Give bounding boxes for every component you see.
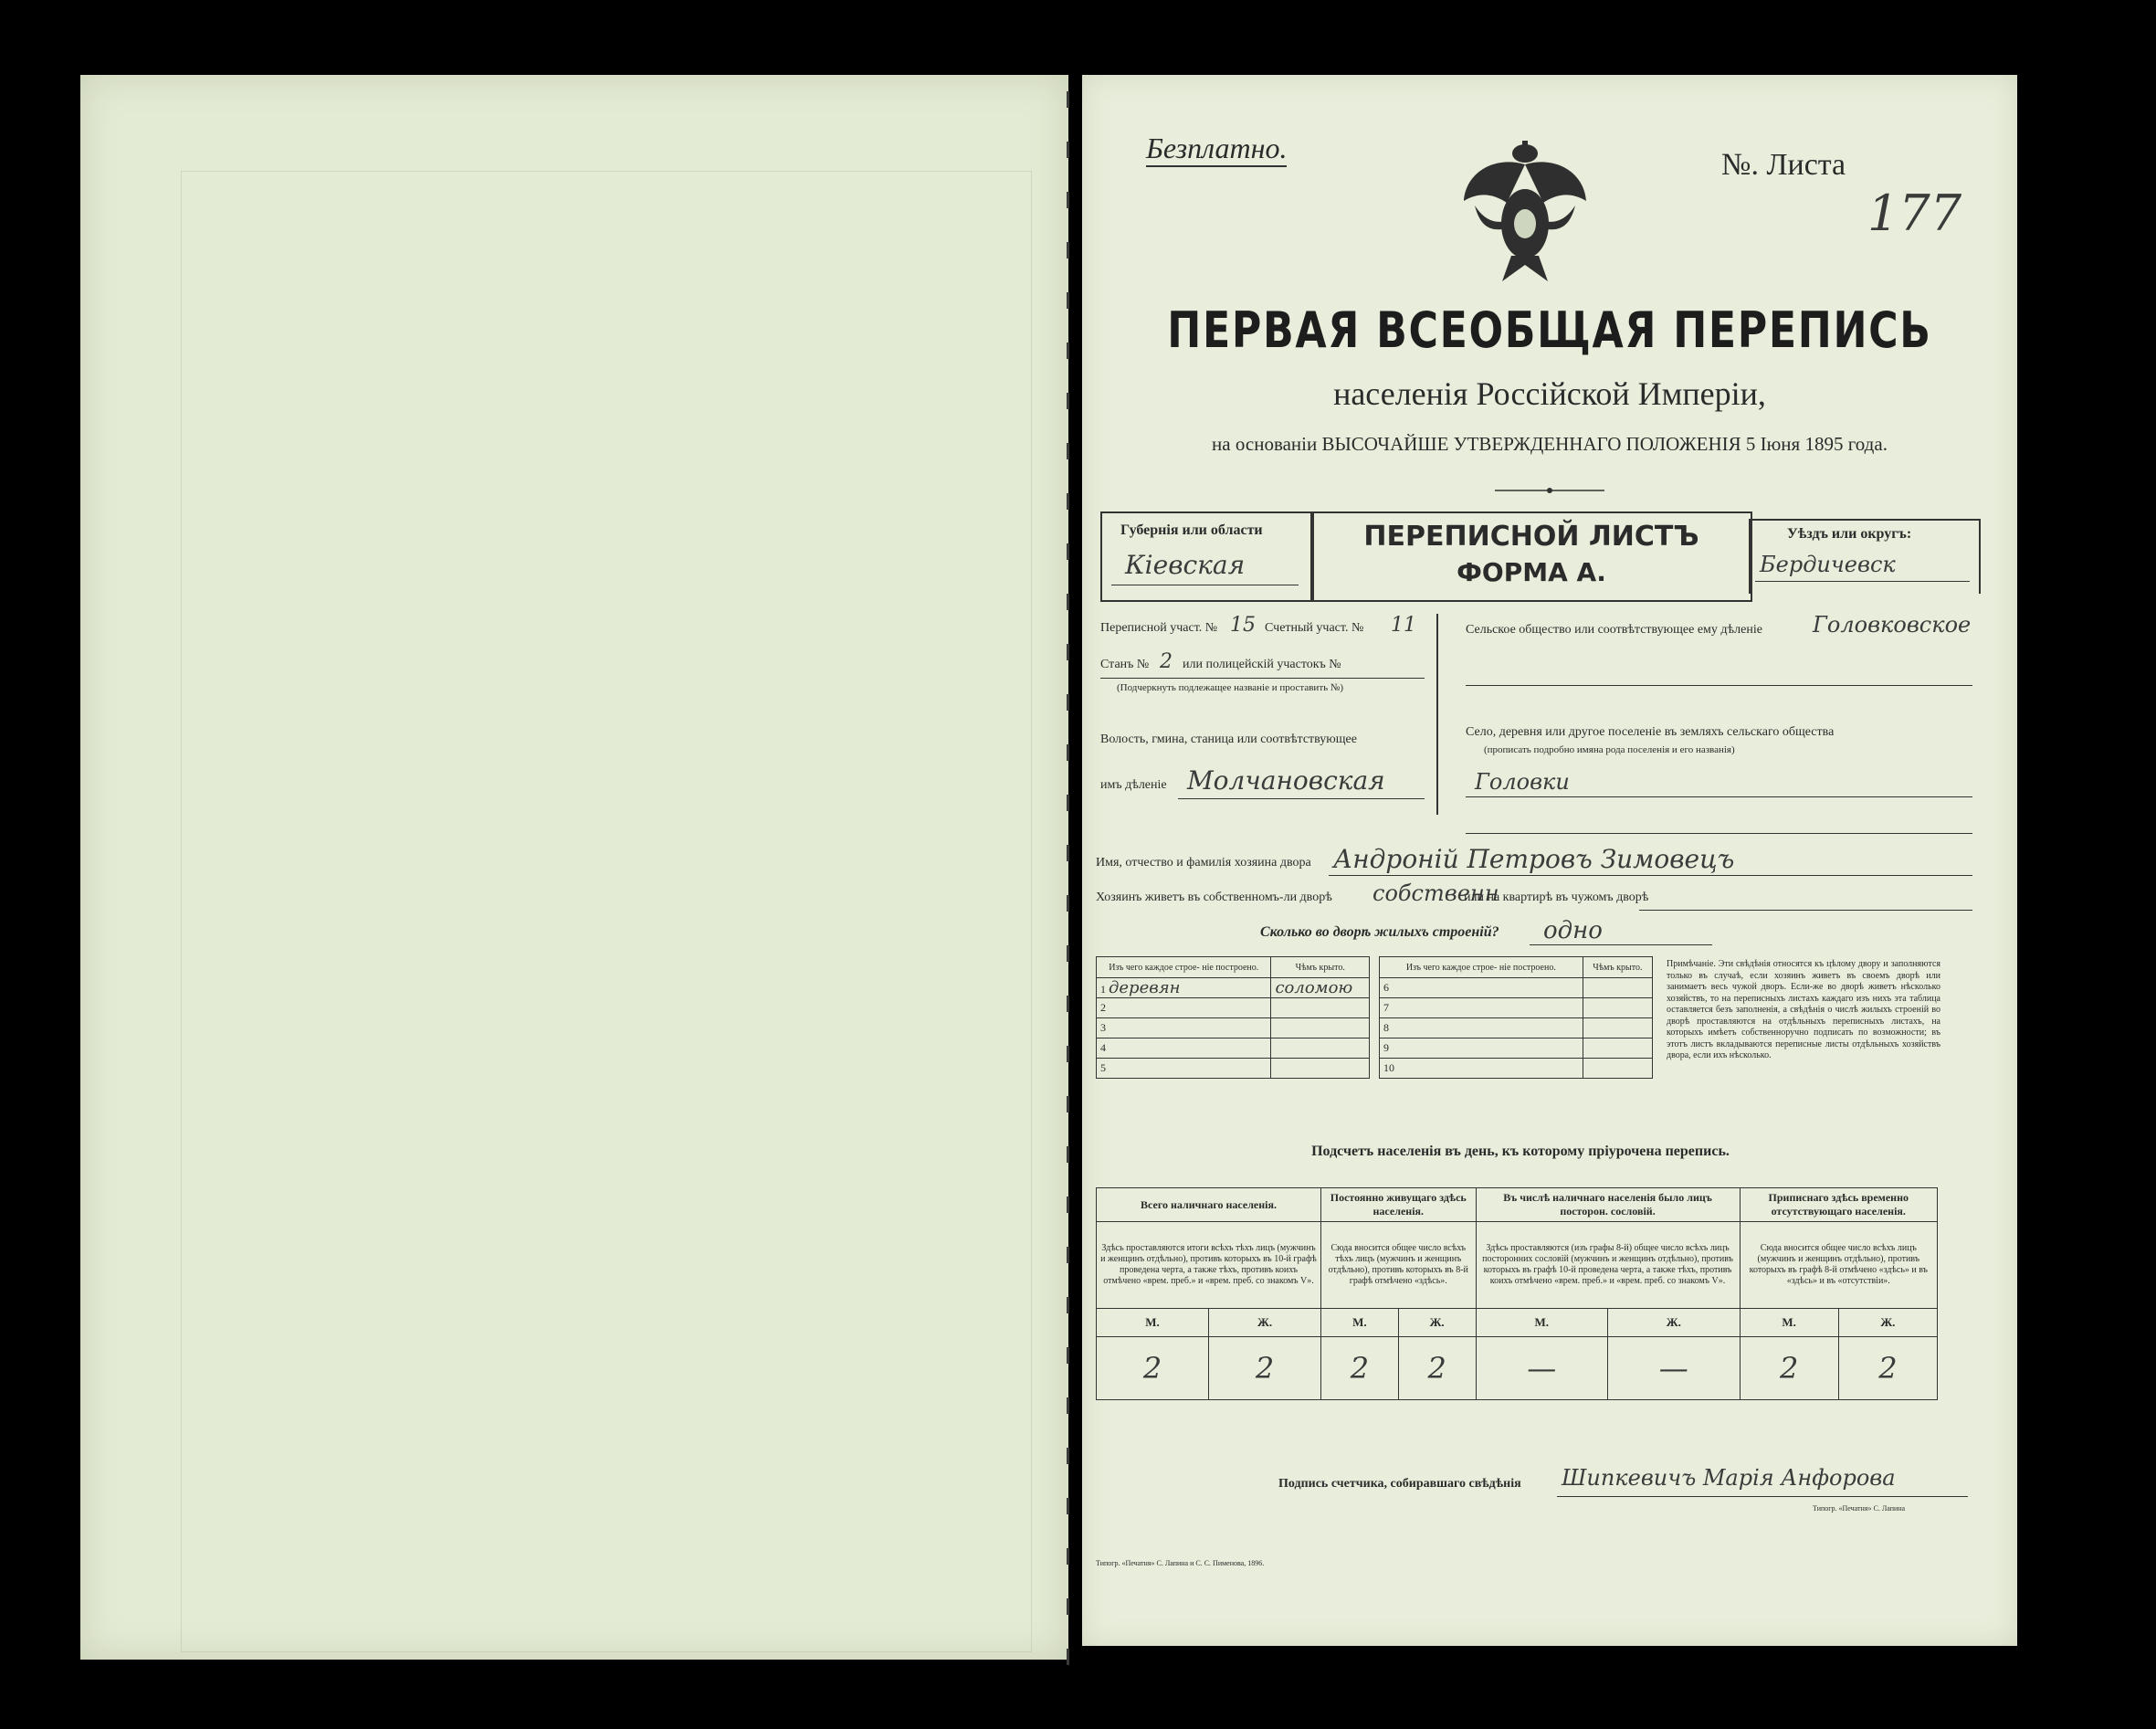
- society-value: Головковское: [1813, 612, 1972, 638]
- pop-value: 2: [1097, 1337, 1209, 1400]
- table-row: 9: [1380, 1038, 1653, 1059]
- camp-value: 2: [1160, 650, 1173, 673]
- printer-stamp: Типогр. «Печатня» С. Лапина: [1813, 1504, 1906, 1513]
- district-line: [1755, 581, 1970, 582]
- binding-stitch: [1067, 343, 1069, 359]
- binding-stitch: [1067, 493, 1069, 510]
- pop-f-1: Ж.: [1209, 1309, 1321, 1337]
- left-page: [80, 75, 1068, 1660]
- pop-f-3: Ж.: [1608, 1309, 1741, 1337]
- ornament-divider: [1495, 486, 1604, 495]
- note-text: Примѣчаніе. Эти свѣдѣнія относятся къ цѣлому двору и заполняются только въ случаѣ, если хозяинъ живетъ въ своемъ дворѣ или занимаетъ весь чужой дворъ. Если-же во дворѣ живетъ нѣсколько хозяйствъ, то на переписныхъ листахъ каждаго изъ нихъ эта таблица оставляется безъ заполненія, а свѣдѣнія о числѣ жилыхъ строеній во дворѣ проставляются на отдѣльныхъ переписныхъ листахъ, на которыхъ имѣетъ собственноручно подписать по возможности; въ этотъ листъ вкладываются переписные листы отдѣльныхъ хозяйствъ двора, если ихъ нѣсколько.: [1667, 959, 1940, 1060]
- buildings-table-left: [1096, 956, 1370, 1079]
- binding-spine: [1057, 64, 1085, 1671]
- binding-stitch: [1067, 393, 1069, 409]
- signature-label: Подпись счетчика, собиравшаго свѣдѣнія: [1278, 1477, 1521, 1491]
- camp-line: [1100, 678, 1425, 679]
- village-label: Село, деревня или другое поселеніе въ земляхъ сельскаго общества: [1466, 725, 1835, 739]
- pop-value: —: [1608, 1337, 1741, 1400]
- binding-stitch: [1067, 744, 1069, 761]
- binding-stitch: [1067, 1598, 1069, 1615]
- pop-col-foreign: Въ числѣ наличнаго населенія было лицъ посторон. сословій.: [1476, 1188, 1740, 1222]
- printer-imprint: Типогр. «Печатня» С. Лапина и С. С. Пименова, 1896.: [1096, 1559, 1265, 1567]
- society-label: Сельское общество или соотвѣтствующее ему дѣленіе: [1466, 623, 1762, 637]
- census-district-value: 15: [1230, 614, 1256, 637]
- pop-desc-absent: Сюда вносится общее число всѣхъ лицъ (мужчинъ и женщинъ отдѣльно), противъ которыхъ въ графѣ 8-й отмѣчено «здѣсь» и въ «здѣсь» и въ «отсутствіи».: [1740, 1222, 1937, 1309]
- binding-stitch: [1067, 1297, 1069, 1313]
- table-row: 4: [1097, 1038, 1370, 1059]
- pop-desc-foreign: Здѣсь проставляются (изъ графы 8-й) общее число всѣхъ лицъ посторонних сословій (мужчинъ и женщинъ отдѣльно), противъ которыхъ въ графѣ 10-й проведена черта, а также тѣхъ, противъ коихъ отмѣчено «врем. преб.» и «врем. преб. со знакомъ V».: [1476, 1222, 1740, 1309]
- owner-value: Андроній Петровъ Зимовецъ: [1333, 844, 1735, 874]
- signature-value: Шипкевичъ Марія Анфорова: [1562, 1465, 1896, 1491]
- pop-value: —: [1476, 1337, 1608, 1400]
- table-row: 6: [1380, 978, 1653, 998]
- pop-col-permanent: Постоянно живущаго здѣсь населенія.: [1321, 1188, 1476, 1222]
- form-title-box: [1310, 511, 1752, 602]
- province-box: [1100, 511, 1314, 602]
- sheet-number-value: 177: [1867, 184, 1962, 242]
- bld-col-roof-2: Чѣмъ крыто.: [1583, 957, 1652, 978]
- table-row: 8: [1380, 1018, 1653, 1038]
- table-row: 10: [1380, 1059, 1653, 1079]
- binding-stitch: [1067, 1448, 1069, 1464]
- free-label: Безплатно.: [1146, 132, 1287, 167]
- binding-stitch: [1067, 694, 1069, 711]
- society-line: [1466, 685, 1972, 686]
- table-row: 7: [1380, 998, 1653, 1018]
- pop-value: 2: [1838, 1337, 1937, 1400]
- bld-col-roof: Чѣмъ крыто.: [1271, 957, 1370, 978]
- volost-label-2: имъ дѣленіе: [1100, 778, 1167, 792]
- table-row: 2: [1097, 998, 1370, 1018]
- binding-stitch: [1067, 1247, 1069, 1263]
- buildings-label: Сколько во дворѣ жилыхъ строеній?: [1260, 924, 1499, 940]
- pop-col-absent: Приписнаго здѣсь временно отсутствующаго населенія.: [1740, 1188, 1937, 1222]
- district-label: Уѣздъ или округъ:: [1787, 526, 1912, 542]
- binding-stitch: [1067, 443, 1069, 459]
- signature-line: [1557, 1496, 1968, 1497]
- pop-f-2: Ж.: [1398, 1309, 1476, 1337]
- census-form-page: [1082, 75, 2017, 1646]
- census-district-label: Переписной участ. №: [1100, 621, 1218, 635]
- population-heading: Подсчетъ населенія въ день, къ которому пріурочена перепись.: [1311, 1144, 1730, 1159]
- residence-line: [1639, 910, 1972, 911]
- binding-stitch: [1067, 845, 1069, 861]
- binding-stitch: [1067, 1548, 1069, 1565]
- province-value: Кіевская: [1125, 550, 1246, 580]
- form-subtitle: населенія Россійской Имперіи,: [1333, 375, 1766, 412]
- owner-label: Имя, отчество и фамилія хозяина двора: [1096, 856, 1311, 870]
- binding-stitch: [1067, 91, 1069, 108]
- volost-value: Молчановская: [1187, 765, 1385, 796]
- district-value: Бердичевск: [1760, 552, 1896, 577]
- binding-stitch: [1067, 292, 1069, 309]
- binding-stitch: [1067, 1197, 1069, 1213]
- table-row: 1 деревян соломою: [1097, 978, 1370, 998]
- binding-stitch: [1067, 1649, 1069, 1665]
- district-box: [1749, 519, 1981, 594]
- binding-stitch: [1067, 945, 1069, 962]
- column-divider: [1436, 614, 1438, 815]
- form-basis: на основаніи ВЫСОЧАЙШЕ УТВЕРЖДЕННАГО ПОЛОЖЕНІЯ 5 Іюня 1895 года.: [1212, 433, 1888, 455]
- pop-m-4: М.: [1740, 1309, 1838, 1337]
- camp-note: (Подчеркнуть подлежащее названіе и проставить №): [1117, 682, 1344, 693]
- counting-district-value: 11: [1391, 614, 1416, 637]
- form-sheet-subtitle: ФОРМА А.: [1457, 557, 1606, 587]
- population-table: [1096, 1187, 1938, 1400]
- buildings-table-right: [1379, 956, 1653, 1079]
- binding-stitch: [1067, 594, 1069, 610]
- village-value: Головки: [1475, 769, 1570, 795]
- pop-value: 2: [1321, 1337, 1399, 1400]
- village-line-2: [1466, 833, 1972, 834]
- bld-col-material-2: Изъ чего каждое строе- ніе построено.: [1380, 957, 1583, 978]
- bld-col-material: Изъ чего каждое строе- ніе построено.: [1097, 957, 1271, 978]
- binding-stitch: [1067, 644, 1069, 660]
- pop-value: 2: [1209, 1337, 1321, 1400]
- binding-stitch: [1067, 1347, 1069, 1364]
- residence-rest-label: или на квартирѣ въ чужомъ дворѣ: [1464, 891, 1649, 904]
- binding-stitch: [1067, 242, 1069, 258]
- pop-m-1: М.: [1097, 1309, 1209, 1337]
- binding-stitch: [1067, 895, 1069, 912]
- buildings-line: [1530, 944, 1712, 945]
- village-note: (прописать подробно имяна рода поселенія и его названія): [1484, 744, 1735, 755]
- show-through-form: [181, 171, 1032, 1652]
- owner-line: [1329, 875, 1972, 876]
- buildings-value: одно: [1543, 917, 1603, 944]
- pop-f-4: Ж.: [1838, 1309, 1937, 1337]
- volost-label: Волость, гмина, станица или соотвѣтствующее: [1100, 733, 1357, 746]
- volost-line: [1178, 798, 1425, 799]
- binding-stitch: [1067, 1498, 1069, 1514]
- binding-stitch: [1067, 795, 1069, 811]
- pop-m-2: М.: [1321, 1309, 1399, 1337]
- binding-stitch: [1067, 1146, 1069, 1163]
- sheet-number-label: №. Листа: [1721, 148, 1846, 182]
- pop-desc-total: Здѣсь проставляются итоги всѣхъ тѣхъ лицъ (мужчинъ и женщинъ отдѣльно), противъ которыхъ въ 10-й графѣ проведена черта, а также тѣхъ, противъ коихъ отмѣчено «врем. преб.» и «врем. преб. со знакомъ V».: [1097, 1222, 1321, 1309]
- binding-stitch: [1067, 192, 1069, 208]
- pop-m-3: М.: [1476, 1309, 1608, 1337]
- pop-value: 2: [1740, 1337, 1838, 1400]
- camp-rest-label: или полицейскій участокъ №: [1183, 658, 1341, 671]
- residence-label: Хозяинъ живетъ въ собственномъ-ли дворѣ: [1096, 891, 1332, 904]
- residence-value: собственн: [1372, 880, 1499, 906]
- binding-stitch: [1067, 142, 1069, 158]
- pop-value: 2: [1398, 1337, 1476, 1400]
- binding-stitch: [1067, 543, 1069, 560]
- binding-stitch: [1067, 1397, 1069, 1414]
- table-row: 3: [1097, 1018, 1370, 1038]
- form-title: ПЕРВАЯ ВСЕОБЩАЯ ПЕРЕПИСЬ: [1167, 301, 1932, 359]
- binding-stitch: [1067, 1046, 1069, 1062]
- form-sheet-title: ПЕРЕПИСНОЙ ЛИСТЪ: [1363, 521, 1699, 553]
- camp-label: Станъ №: [1100, 658, 1150, 671]
- province-label: Губернія или области: [1120, 522, 1263, 538]
- binding-stitch: [1067, 1096, 1069, 1112]
- table-row: 5: [1097, 1059, 1370, 1079]
- double-headed-eagle-emblem: [1457, 137, 1593, 283]
- pop-desc-permanent: Сюда вносится общее число всѣхъ тѣхъ лицъ (мужчинъ и женщинъ отдѣльно), противъ которыхъ въ 8-й графѣ отмѣчено «здѣсь».: [1321, 1222, 1476, 1309]
- binding-stitch: [1067, 996, 1069, 1012]
- pop-col-total: Всего наличнаго населенія.: [1097, 1188, 1321, 1222]
- village-line: [1466, 796, 1972, 797]
- counting-district-label: Счетный участ. №: [1265, 621, 1364, 635]
